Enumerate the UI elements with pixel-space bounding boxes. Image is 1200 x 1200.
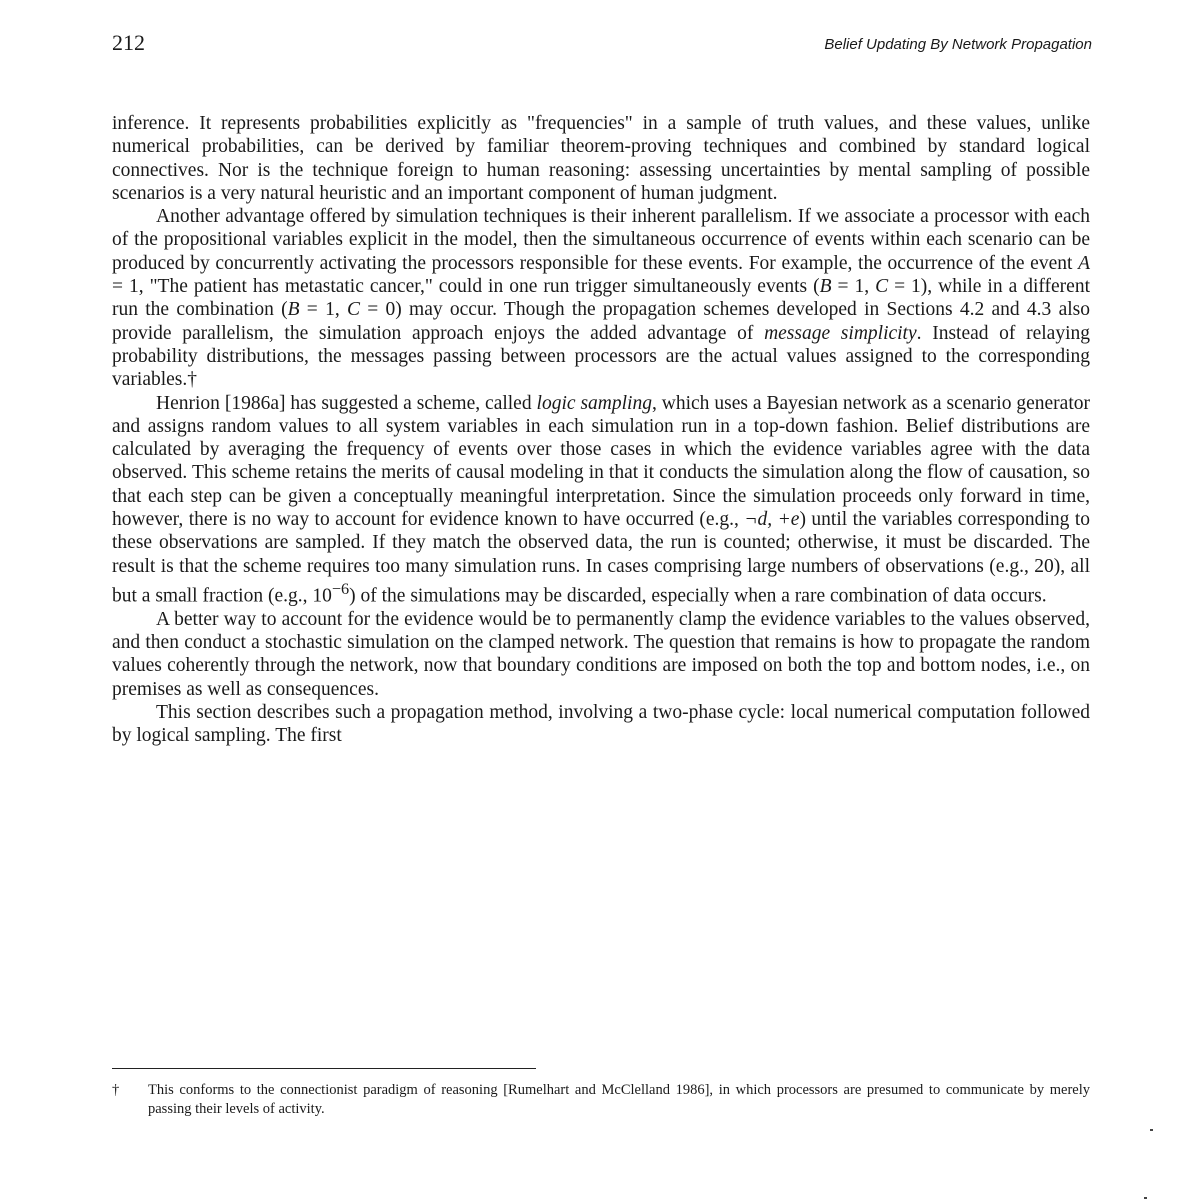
- paragraph: [112, 112, 1090, 205]
- paragraph: [112, 392, 1090, 608]
- text-run: ) until the variables corresponding to these observations are sampled. If they match the observed data, the run is counted; otherwise, it must be discarded. The result is that the scheme requires too many simulation runs. In cases comprising large numbers of observations (e.g., 20), all but a small fraction (e.g., 10: [112, 509, 1090, 607]
- text-run: Another advantage offered by simulation techniques is their inherent parallelism. If we associate a processor with each of the propositional variables explicit in the model, then the simultaneous occurrence of events within each scenario can be produced by concurrently activating the processors responsible for these events. For example, the occurrence of the event: [112, 206, 1090, 274]
- footnote-text: This conforms to the connectionist paradigm of reasoning [Rumelhart and McClelland 1986], in which processors are presumed to communicate by merely passing their levels of activity.: [148, 1082, 1090, 1117]
- italic-text: C: [346, 299, 360, 321]
- italic-text: B: [287, 299, 300, 321]
- text-run: , which uses a Bayesian network as a scenario generator and assigns random values to all system variables in each simulation run in a top-down fashion. Belief distributions are calculated by averaging the frequency of events over those cases in which the evidence variables agree with the data observed. This scheme retains the merits of causal modeling in that it conducts the simulation along the flow of causation, so that each step can be given a conceptually meaningful interpretation. Since the simulation proceeds only forward in time, however, there is no way to account for evidence known to have occurred (e.g.,: [112, 392, 1090, 531]
- italic-text: message simplicity: [764, 322, 917, 344]
- italic-text: logic sampling: [536, 392, 652, 414]
- italic-text: ¬d, +e: [744, 509, 800, 531]
- italic-text: B: [819, 276, 832, 298]
- text-run: = 1, "The patient has metastatic cancer," could in one run trigger simultaneously events (: [112, 276, 820, 298]
- italic-text: A: [1078, 252, 1090, 274]
- body-text: [112, 112, 1090, 748]
- text-run: This section describes such a propagation method, involving a two-phase cycle: local numerical computation followed by logical sampling. The first: [112, 701, 1090, 747]
- paragraph: [112, 205, 1090, 391]
- superscript: −6: [331, 579, 350, 598]
- paragraph: [112, 608, 1090, 701]
- text-run: = 1,: [299, 299, 347, 321]
- italic-text: C: [875, 276, 889, 298]
- footnote-mark: †: [112, 1082, 120, 1098]
- page-number: 212: [112, 30, 145, 55]
- running-head: Belief Updating By Network Propagation: [824, 36, 1092, 53]
- paragraph: [112, 701, 1090, 748]
- text-run: . Instead of relaying probability distributions, the messages passing between processors are the actual values assigned to the corresponding variables.†: [112, 322, 1090, 391]
- text-run: = 1), while in a different run the combination (: [112, 276, 1090, 321]
- text-run: inference. It represents probabilities explicitly as "frequencies" in a sample of truth values, and these values, unlike numerical probabilities, can be derived by familiar theorem-proving techniques and combined by standard logical connectives. Nor is the technique foreign to human reasoning: assessing uncertainties by mental sampling of possible scenarios is a very natural heuristic and an important component of human judgment.: [112, 113, 1090, 204]
- text-run: = 0) may occur. Though the propagation schemes developed in Sections 4.2 and 4.3 also provide parallelism, the simulation approach enjoys the added advantage of: [112, 299, 1090, 344]
- footnote: [112, 1081, 1090, 1119]
- page-header: [112, 30, 1092, 60]
- scan-speck: [1144, 1197, 1147, 1199]
- footnote-rule: [112, 1068, 536, 1069]
- text-run: ) of the simulations may be discarded, especially when a rare combination of data occurs.: [349, 585, 1047, 607]
- scan-speck: [1150, 1129, 1153, 1131]
- text-run: = 1,: [831, 276, 876, 298]
- text-run: Henrion [1986a] has suggested a scheme, called: [156, 392, 537, 414]
- text-run: A better way to account for the evidence would be to permanently clamp the evidence variables to the values observed, and then conduct a stochastic simulation on the clamped network. The question that remains is how to propagate the random values coherently through the network, now that boundary conditions are imposed on both the top and bottom nodes, i.e., on premises as well as consequences.: [112, 608, 1090, 700]
